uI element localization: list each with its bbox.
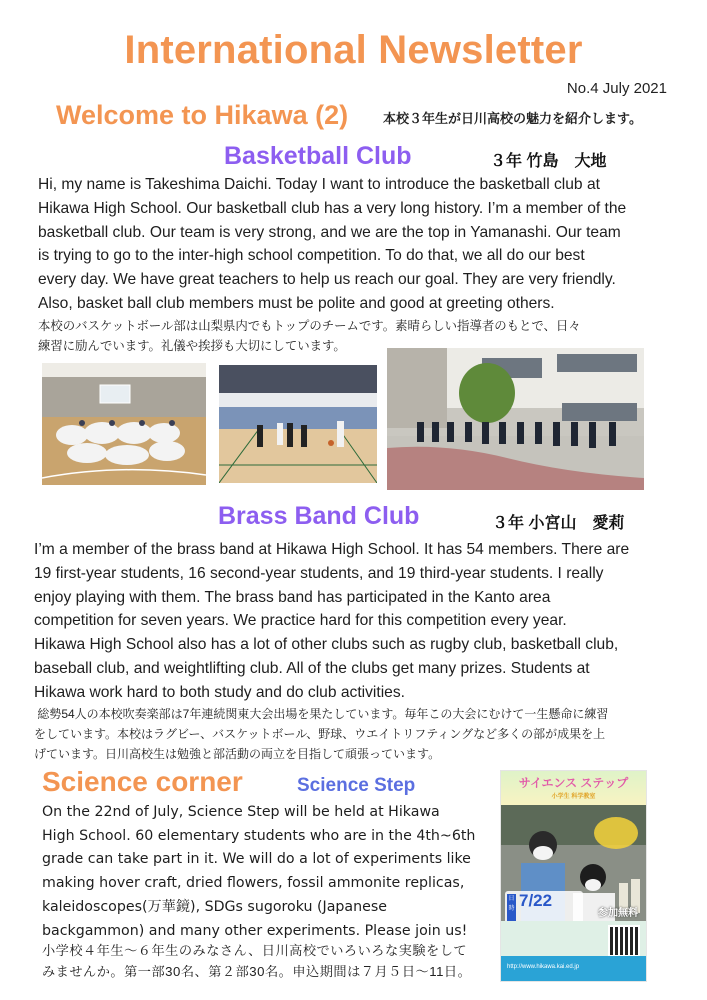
text-line: をしています。本校はラグビー、バスケットボール、野球、ウエイトリフティングなど多くの部が成果を上 [34, 727, 606, 741]
text-line: Hikawa High School. Our basketball club has a very long history. I’m a member of the [38, 199, 627, 217]
text-line: kaleidoscopes(万華鏡), SDGs sugoroku (Japanese [42, 898, 387, 915]
text-line: enjoy playing with them. The brass band has participated in the Kanto area [34, 588, 551, 606]
science-corner-heading: Science corner [42, 766, 243, 797]
science-step-poster [500, 770, 647, 982]
brass-band-club-heading: Brass Band Club [218, 502, 420, 530]
poster-subtitle: 小学生 科学教室 [551, 794, 596, 800]
text-line: making hover craft, dried flowers, fossil ammonite replicas, [42, 875, 465, 892]
text-line: every day. We have great teachers to help us reach our goal. They are very friendly. [38, 271, 616, 289]
basketball-game-photo [219, 365, 377, 483]
science-article-jp [42, 940, 502, 982]
poster-header [501, 771, 646, 805]
newsletter-title: International Newsletter [124, 28, 583, 72]
brass-band-performance-photo [387, 348, 644, 490]
text-line: basketball club. Our team is very strong, and we are the top in Yamanashi. Our team [38, 223, 621, 241]
text-line: competition for seven years. We practice hard for this competition every year. [34, 612, 567, 630]
brass-band-article-en [34, 538, 699, 705]
issue-info: No.4 July 2021 [566, 80, 667, 97]
qr-code-icon [608, 925, 640, 957]
text-line: 小学校４年生～６年生のみなさん、日川高校でいろいろな実験をして [42, 943, 468, 958]
science-step-subheading: Science Step [297, 775, 416, 796]
text-line: Also, basket ball club members must be polite and good at greeting others. [38, 294, 555, 312]
text-line: 練習に励んでいます。礼儀や挨拶も大切にしています。 [38, 339, 346, 353]
basketball-article-en [38, 173, 698, 316]
basketball-author: ３年 竹島 大地 [490, 153, 607, 170]
welcome-heading: Welcome to Hikawa (2) [56, 100, 349, 130]
text-line: 総勢54人の本校吹奏楽部は7年連続関東大会出場を果たしています。毎年この大会にむけて一生懸命に練習 [34, 707, 609, 721]
basketball-team-photo [42, 363, 206, 485]
poster-url: http://www.hikawa.kai.ed.jp [507, 964, 580, 970]
brass-band-author: ３年 小宮山 愛莉 [492, 515, 625, 532]
poster-footer [501, 956, 646, 981]
text-line: grade can take part in it. We will do a lot of experiments like [42, 851, 471, 868]
text-line: I’m a member of the brass band at Hikawa High School. It has 54 members. There are [34, 541, 630, 558]
text-line: げています。日川高校生は勉強と部活動の両立を目指して頑張っています。 [34, 747, 441, 761]
text-line: Hikawa work hard to both study and do club activities. [34, 683, 405, 701]
text-line: みませんか。第一部30名、第２部30名。申込期間は７月５日～11日。 [42, 964, 472, 979]
poster-date-label: 日時 [507, 894, 516, 944]
text-line: Hikawa High School also has a lot of other clubs such as rugby club, basketball club, [34, 636, 619, 654]
text-line: Hi, my name is Takeshima Daichi. Today I want to introduce the basketball club at [38, 176, 600, 193]
text-line: backgammon) and many other experiments. Please join us! [42, 922, 468, 939]
science-article-en [42, 801, 497, 943]
text-line: 19 first-year students, 16 second-year students, and 19 third-year students. I really [34, 564, 604, 582]
poster-date: 7/22 [519, 891, 553, 910]
text-line: baseball club, and weightlifting club. All of the clubs get many prizes. Students at [34, 659, 590, 677]
poster-title: サイエンス ステップ [518, 776, 629, 790]
poster-free-label: 参加無料 [598, 908, 638, 919]
basketball-club-heading: Basketball Club [224, 142, 412, 170]
text-line: is trying to go to the inter-high school competition. To do that, we all do our best [38, 247, 585, 265]
text-line: On the 22nd of July, Science Step will be held at Hikawa [42, 804, 440, 820]
brass-band-article-jp [34, 704, 704, 764]
text-line: 本校のバスケットボール部は山梨県内でもトップのチームです。素晴らしい指導者のもとで、日々 [38, 319, 581, 333]
text-line: High School. 60 elementary students who are in the 4th~6th [42, 827, 476, 844]
welcome-subtitle-jp: 本校３年生が日川高校の魅力を紹介します。 [383, 111, 642, 126]
